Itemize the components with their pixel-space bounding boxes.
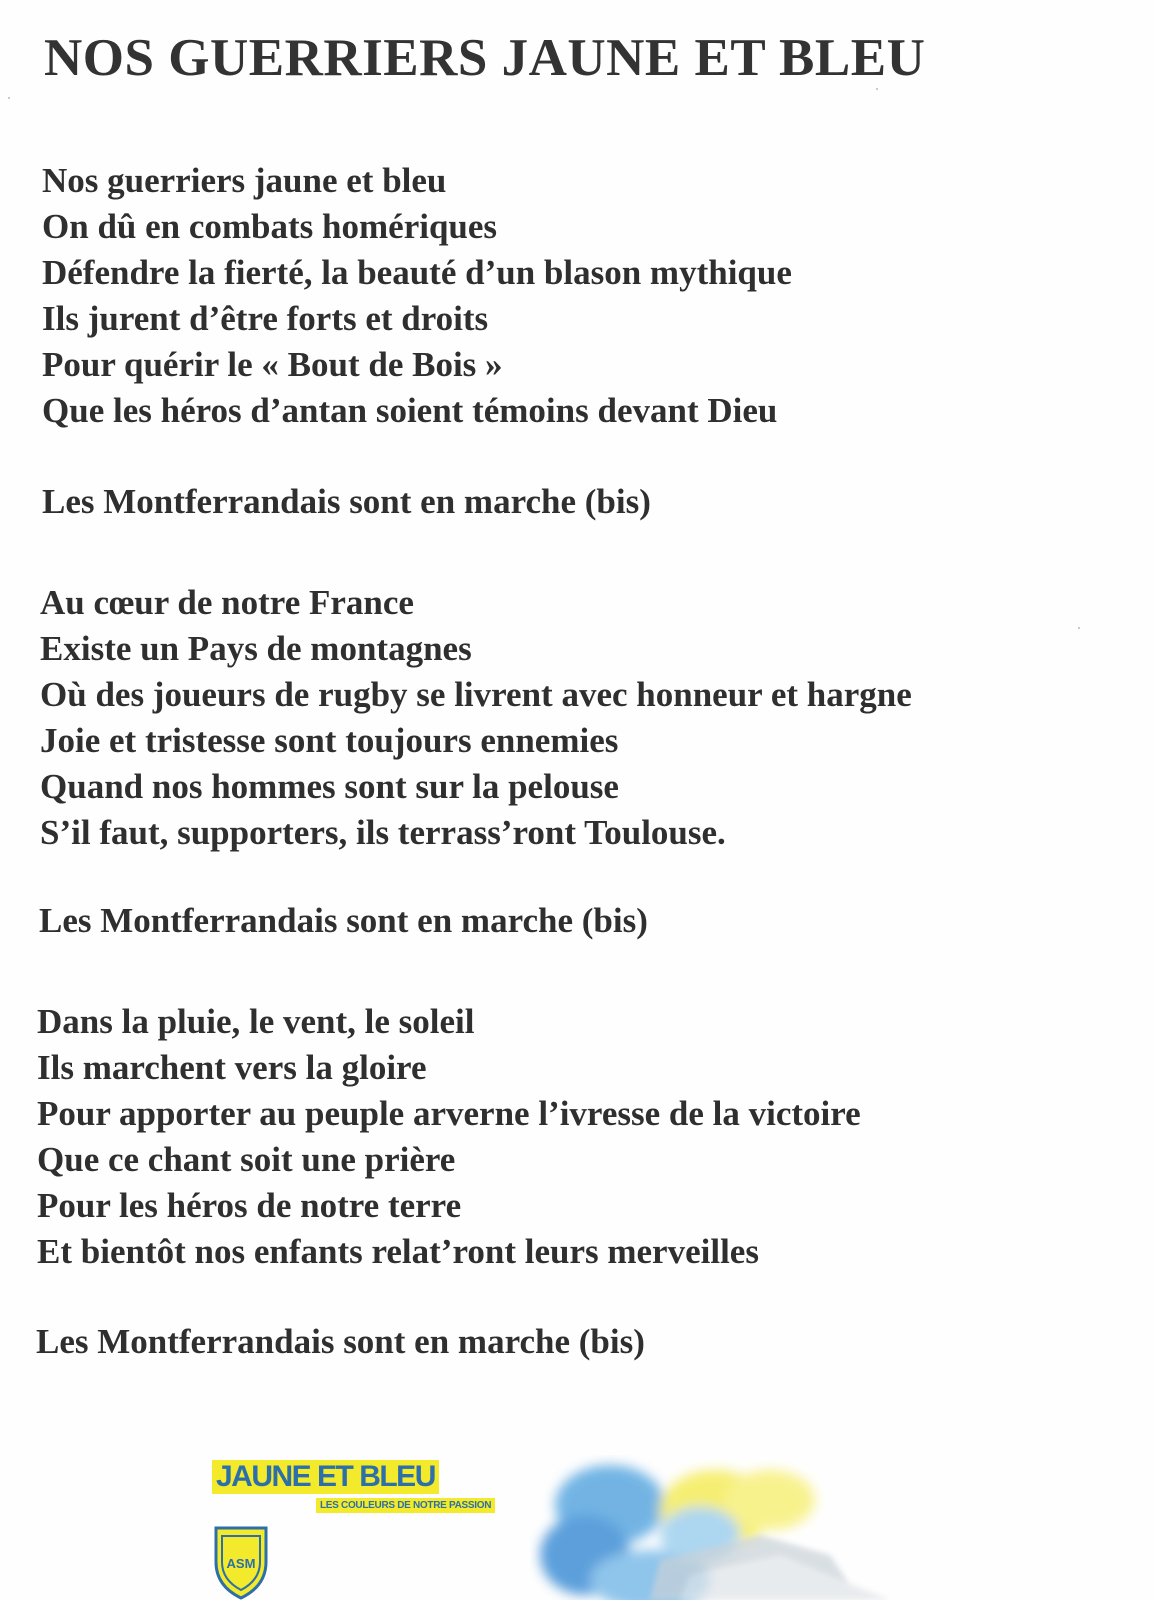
- song-title: NOS GUERRIERS JAUNE ET BLEU: [44, 29, 926, 87]
- stanza-2: [40, 580, 912, 856]
- scan-speck: [8, 97, 10, 99]
- lyric-line: S’il faut, supporters, ils terrass’ront Toulouse.: [40, 813, 726, 852]
- refrain-line: Les Montferrandais sont en marche (bis): [39, 901, 648, 940]
- lyric-line: Au cœur de notre France: [40, 583, 414, 622]
- lyric-line: Quand nos hommes sont sur la pelouse: [40, 767, 619, 806]
- refrain-1: [42, 479, 651, 525]
- lyric-line: Existe un Pays de montagnes: [40, 629, 472, 668]
- lyric-line: Que les héros d’antan soient témoins devant Dieu: [42, 391, 778, 430]
- refrain-line: Les Montferrandais sont en marche (bis): [42, 482, 651, 521]
- lyric-line: Nos guerriers jaune et bleu: [42, 161, 447, 200]
- lyric-line: Pour quérir le « Bout de Bois »: [42, 345, 503, 384]
- lyric-line: Ils marchent vers la gloire: [37, 1048, 427, 1087]
- lyric-line: Dans la pluie, le vent, le soleil: [37, 1002, 475, 1041]
- scan-speck: [876, 88, 878, 90]
- lyric-line: Où des joueurs de rugby se livrent avec honneur et hargne: [40, 675, 912, 714]
- lyric-line: Pour les héros de notre terre: [37, 1186, 462, 1225]
- refrain-line: Les Montferrandais sont en marche (bis): [36, 1322, 645, 1361]
- lyric-line: Et bientôt nos enfants relat’ront leurs merveilles: [37, 1232, 759, 1271]
- lyric-line: Que ce chant soit une prière: [37, 1140, 456, 1179]
- painted-artwork: [530, 1455, 910, 1600]
- lyric-line: Défendre la fierté, la beauté d’un blason mythique: [42, 253, 792, 292]
- lyric-line: Pour apporter au peuple arverne l’ivresse de la victoire: [37, 1094, 861, 1133]
- stanza-3: [37, 999, 861, 1275]
- scan-speck: [1078, 627, 1080, 629]
- logo-title: JAUNE ET BLEU: [212, 1460, 439, 1494]
- jaune-et-bleu-logo: [212, 1460, 542, 1600]
- lyric-line: On dû en combats homériques: [42, 207, 498, 246]
- refrain-3: [36, 1319, 645, 1365]
- crest-text: ASM: [226, 1556, 256, 1571]
- stanza-1: [42, 158, 792, 434]
- logo-subtitle: LES COULEURS DE NOTRE PASSION: [316, 1498, 495, 1513]
- lyric-line: Joie et tristesse sont toujours ennemies: [40, 721, 619, 760]
- lyric-line: Ils jurent d’être forts et droits: [42, 299, 489, 338]
- asm-crest-icon: [212, 1522, 270, 1600]
- refrain-2: [39, 898, 648, 944]
